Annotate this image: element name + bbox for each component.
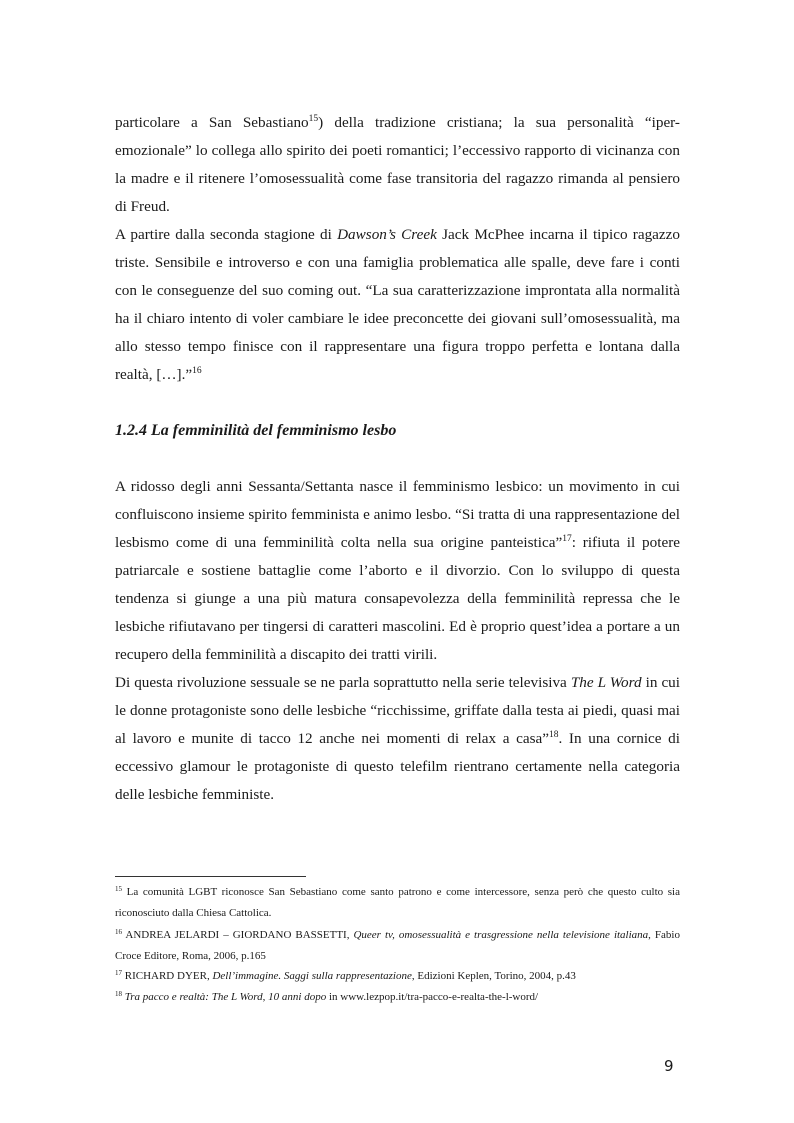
footnote-ref[interactable]: 17 — [562, 534, 572, 544]
footnote-18: $^{18}$ Tra pacco e realtà: The L Word, 10 anni dopo in www.lezpop.it/tra-pacco-e-realta-the-l-word/ — [115, 990, 539, 1003]
footnote-link[interactable]: in www.lezpop.it/tra-pacco-e-realta-the-l-word/ — [326, 991, 539, 1003]
section-heading-wrap — [115, 420, 396, 442]
paragraph: Di questa rivoluzione sessuale se ne parla soprattutto nella serie televisiva The L Word in cui le donne protagoniste sono delle lesbiche “ricchissime, griffate dalla testa ai piedi, quasi mai al lavoro e munite di tacco 12 anche nei momenti di relax a casa”$^{18}$. In una cornice di eccessivo glamour le protagoniste di questo telefilm rientrano certamente nella categoria delle lesbiche femministe. — [115, 674, 680, 803]
work-title: Dawson’s Creek — [337, 226, 437, 243]
paragraph: particolare a San Sebastiano$^{15}$) della tradizione cristiana; la sua personalità “iper-emozionale” lo collega allo spirito dei poeti romantici; l’eccessivo rapporto di vicinanza con la madre e il ritenere l’omosessualità come fase transitoria del ragazzo rimanda al pensiero di Freud. — [115, 114, 680, 215]
body-text-section — [115, 473, 680, 809]
page-number: 9 — [664, 1057, 674, 1075]
work-title: The L Word — [570, 674, 642, 691]
footnote-ref[interactable]: 18 — [548, 730, 559, 740]
footnote-separator — [115, 876, 306, 877]
section-heading: 1.2.4 La femminilità del femminismo lesbo — [115, 422, 397, 439]
paragraph: A ridosso degli anni Sessanta/Settanta nasce il femminismo lesbico: un movimento in cui confluiscono insieme spirito femminista e animo lesbo. “Si tratta di una rappresentazione del lesbismo come di una femminilità colta nella sua origine panteistica”$^{17}$: rifiuta il potere patriarcale e sostiene battaglie come l’aborto e il divorzio. Con lo sviluppo di questa tendenza si giunge a una più matura consapevolezza della femminilità repressa che le lesbiche rifiutavano per tingersi di caratteri mascolini. Ed è proprio quest’idea a portare a un recupero della femminilità a discapito dei tratti virili. — [115, 478, 680, 663]
footnote-17: $^{17}$ RICHARD DYER, Dell’immagine. Saggi sulla rappresentazione, Edizioni Keplen, Torino, 2004, p.43 — [115, 969, 576, 982]
footnote-16: $^{16}$ ANDREA JELARDI – GIORDANO BASSETTI, Queer tv, omosessualità e trasgressione nella televisione italiana, Fabio Croce Editore, Roma, 2006, p.165 — [115, 928, 680, 962]
footnote-ref[interactable]: 15 — [308, 114, 319, 124]
footnote-ref[interactable]: 16 — [192, 366, 202, 376]
body-text-top — [115, 109, 680, 389]
footnote-15: $^{15}$ La comunità LGBT riconosce San Sebastiano come santo patrono e come intercessore, senza però che questo culto sia riconosciuto dalla Chiesa Cattolica. — [115, 885, 680, 919]
paragraph: A partire dalla seconda stagione di Dawson’s Creek Jack McPhee incarna il tipico ragazzo triste. Sensibile e introverso e con una famiglia problematica alle spalle, deve fare i conti con le conseguenze del suo coming out. “La sua caratterizzazione improntata alla normalità ha il chiaro intento di voler cambiare le idee preconcette dei giovani sull’omosessualità, ma allo stesso tempo finisce con il rappresentare una figura troppo perfetta e lontana dalla realtà, […].”$^{16}$ — [115, 226, 680, 383]
